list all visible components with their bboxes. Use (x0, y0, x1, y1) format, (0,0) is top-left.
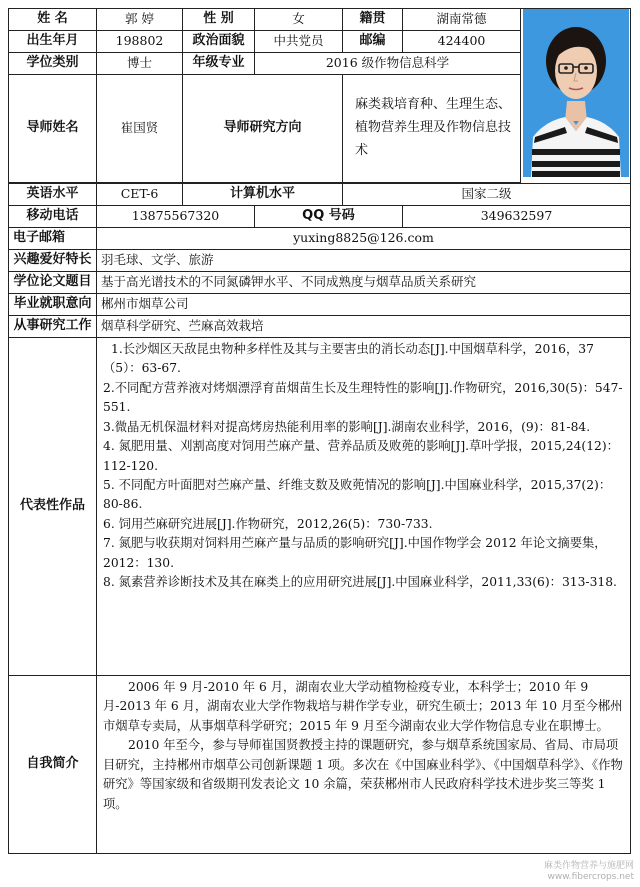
postcode-value: 424400 (403, 31, 521, 53)
advisor-direction-label: 导师研究方向 (183, 75, 343, 183)
mobile-label: 移动电话 (9, 206, 97, 228)
resume-table (8, 8, 631, 854)
origin-label: 籍贯 (343, 9, 403, 31)
thesis-label: 学位论文题目 (9, 272, 97, 294)
publication-item: 3.微晶无机保温材料对提高烤房热能利用率的影响[J].湖南农业科学，2016，(9)：81-84. (103, 419, 591, 434)
hobbies-label: 兴趣爱好特长 (9, 250, 97, 272)
gender-label: 性 别 (183, 9, 255, 31)
origin-value: 湖南常德 (403, 9, 521, 31)
grade-major-value: 2016 级作物信息科学 (255, 53, 521, 75)
degree-type-value: 博士 (97, 53, 183, 75)
qq-value: 349632597 (403, 206, 631, 228)
birth-label: 出生年月 (9, 31, 97, 53)
mobile-value: 13875567320 (97, 206, 255, 228)
name-label: 姓 名 (9, 9, 97, 31)
grade-major-label: 年级专业 (183, 53, 255, 75)
bio-label: 自我简介 (9, 676, 97, 854)
career-value: 郴州市烟草公司 (97, 294, 631, 316)
publication-item: 8. 氮素营养诊断技术及其在麻类上的应用研究进展[J].中国麻业科学，2011,33(6)：313-318. (103, 575, 617, 590)
research-label: 从事研究工作 (9, 316, 97, 338)
hobbies-value: 羽毛球、文学、旅游 (97, 250, 631, 272)
watermark-line2: www.fibercrops.net (547, 872, 634, 883)
postcode-label: 邮编 (343, 31, 403, 53)
publication-item: 1.长沙烟区天敌昆虫物种多样性及其与主要害虫的消长动态[J].中国烟草科学，2016，37（5）：63-67. (103, 342, 594, 376)
bio-paragraph: 2010 年至今，参与导师崔国贤教授主持的课题研究，参与烟草系统国家局、省局、市局项目研究，主持郴州市烟草公司创新课题 1 项。多次在《中国麻业科学》、《中国烟草科学》、《作物研究》等国家级和省级期刊发表论文 10 余篇，荣获郴州市人民政府科学技术进步奖三等奖 1 项。 (103, 738, 623, 811)
email-value: yuxing8825@126.com (97, 228, 631, 250)
career-label: 毕业就职意向 (9, 294, 97, 316)
computer-label: 计算机水平 (183, 184, 343, 206)
watermark (544, 861, 634, 883)
degree-type-label: 学位类别 (9, 53, 97, 75)
political-label: 政治面貌 (183, 31, 255, 53)
resume-sheet (8, 8, 630, 854)
english-label: 英语水平 (9, 184, 97, 206)
thesis-value: 基于高光谱技术的不同氮磷钾水平、不同成熟度与烟草品质关系研究 (97, 272, 631, 294)
research-value: 烟草科学研究、苎麻高效栽培 (97, 316, 631, 338)
publication-item: 6. 饲用苎麻研究进展[J].作物研究，2012,26(5)：730-733. (103, 516, 433, 531)
advisor-value: 崔国贤 (97, 75, 183, 183)
computer-value: 国家二级 (343, 184, 631, 206)
gender-value: 女 (255, 9, 343, 31)
english-value: CET-6 (97, 184, 183, 206)
publication-item: 2.不同配方营养液对烤烟漂浮育苗烟苗生长及生理特性的影响[J].作物研究，2016,30(5)：547-551. (103, 380, 623, 415)
bio-text (97, 676, 631, 854)
publication-item: 4. 氮肥用量、刈割高度对饲用苎麻产量、营养品质及败蔸的影响[J].草叶学报，2015,24(12)：112-120. (103, 439, 619, 473)
email-label: 电子邮箱 (9, 228, 97, 250)
publication-item: 7. 氮肥与收获期对饲料用苎麻产量与品质的影响研究[J].中国作物学会 2012 年论文摘要集，2012：130. (103, 536, 607, 570)
qq-label: QQ 号码 (255, 206, 403, 228)
name-value: 郭 婷 (97, 9, 183, 31)
photo-cell (521, 9, 631, 184)
political-value: 中共党员 (255, 31, 343, 53)
bio-paragraph: 2006 年 9 月-2010 年 6 月，湖南农业大学动植物检疫专业，本科学士；2010 年 9 月-2013 年 6 月，湖南农业大学作物栽培与耕作学专业，研究生硕士；2013 年 10 月至今郴州市烟草专卖局，从事烟草科学研究；2015 年 9 月至今湖南农业大学作物信息专业在职博士。 (103, 680, 623, 733)
publications-list (97, 338, 631, 676)
advisor-label: 导师姓名 (9, 75, 97, 183)
advisor-direction-value: 麻类栽培育种、生理生态、植物营养生理及作物信息技术 (343, 75, 521, 183)
portrait-photo (523, 9, 629, 177)
watermark-line1: 麻类作物营养与施肥网 (543, 861, 634, 872)
birth-value: 198802 (97, 31, 183, 53)
publication-item: 5. 不同配方叶面肥对苎麻产量、纤维支数及败蔸情况的影响[J].中国麻业科学，2015,37(2)：80-86. (103, 477, 612, 512)
publications-label: 代表性作品 (9, 338, 97, 676)
